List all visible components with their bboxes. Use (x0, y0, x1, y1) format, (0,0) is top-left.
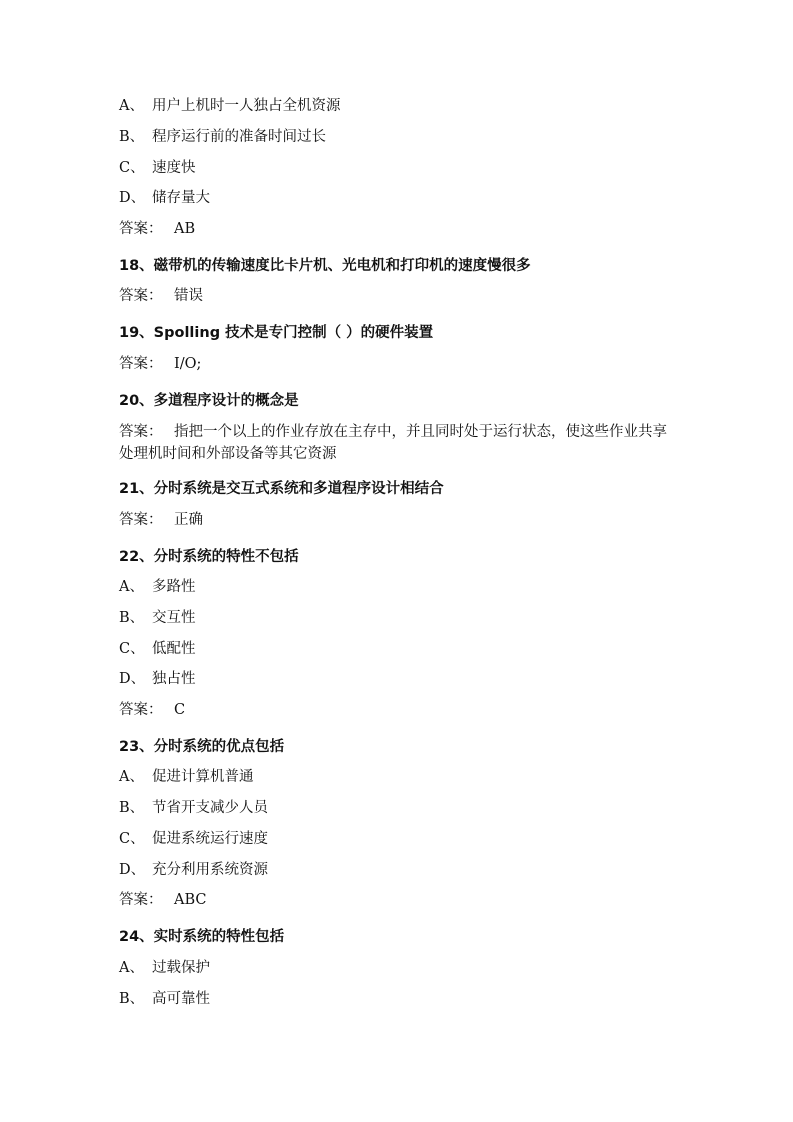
answer-paragraph (119, 421, 679, 465)
answer-text: 错误 (174, 288, 203, 304)
option-label: C、 (119, 641, 145, 657)
answer-text: C (174, 702, 186, 718)
option-text: 促进计算机普通 (152, 769, 254, 785)
question-24-title: 24、实时系统的特性包括 (119, 929, 285, 945)
option-text: 充分利用系统资源 (152, 862, 268, 878)
question-21-title: 21、分时系统是交互式系统和多道程序设计相结合 (119, 481, 444, 497)
question-22-title: 22、分时系统的特性不包括 (119, 549, 299, 565)
option-text: 独占性 (152, 671, 196, 687)
answer-label: 答案： (119, 892, 163, 908)
option-text: 低配性 (152, 641, 196, 657)
question-18-title: 18、磁带机的传输速度比卡片机、光电机和打印机的速度慢很多 (119, 258, 531, 274)
option-label: A、 (119, 960, 144, 976)
option-label: D、 (119, 862, 146, 878)
option-b (119, 127, 326, 147)
option-label: C、 (119, 831, 145, 847)
option-a (119, 767, 254, 787)
option-b (119, 989, 210, 1009)
option-label: A、 (119, 579, 144, 595)
answer-label: 答案： (119, 288, 163, 304)
answer-line (119, 700, 185, 720)
option-label: B、 (119, 800, 145, 816)
option-text: 过载保护 (152, 960, 210, 976)
answer-label: 答案： (119, 424, 163, 440)
option-a (119, 958, 210, 978)
option-b (119, 608, 196, 628)
option-c (119, 639, 196, 659)
option-d (119, 669, 196, 689)
option-text: 促进系统运行速度 (152, 831, 268, 847)
answer-line (119, 286, 203, 306)
option-label: D、 (119, 671, 146, 687)
option-text: 速度快 (152, 160, 196, 176)
option-a (119, 577, 196, 597)
question-20-title: 20、多道程序设计的概念是 (119, 393, 299, 409)
answer-label: 答案： (119, 356, 163, 372)
option-c (119, 829, 268, 849)
option-label: C、 (119, 160, 145, 176)
option-text: 多路性 (152, 579, 196, 595)
option-label: A、 (119, 769, 144, 785)
option-label: D、 (119, 190, 146, 206)
answer-text: AB (174, 221, 196, 237)
option-text: 储存量大 (152, 190, 210, 206)
answer-line (119, 354, 201, 374)
answer-label: 答案： (119, 702, 163, 718)
question-23-title: 23、分时系统的优点包括 (119, 739, 285, 755)
option-text: 交互性 (152, 610, 196, 626)
option-d (119, 188, 210, 208)
option-label: B、 (119, 129, 145, 145)
option-label: B、 (119, 610, 145, 626)
option-d (119, 860, 268, 880)
answer-line (119, 510, 203, 530)
answer-text: 正确 (174, 512, 203, 528)
answer-label: 答案： (119, 221, 163, 237)
option-text: 程序运行前的准备时间过长 (152, 129, 326, 145)
option-b (119, 798, 268, 818)
answer-label: 答案： (119, 512, 163, 528)
option-label: B、 (119, 991, 145, 1007)
option-text: 用户上机时一人独占全机资源 (152, 98, 341, 114)
option-a (119, 96, 341, 116)
answer-line (119, 890, 207, 910)
option-text: 节省开支减少人员 (152, 800, 268, 816)
answer-text: I/O; (174, 356, 202, 372)
option-text: 高可靠性 (152, 991, 210, 1007)
answer-text: ABC (174, 892, 207, 908)
option-c (119, 158, 196, 178)
answer-line (119, 219, 195, 239)
answer-text: 指把一个以上的作业存放在主存中，并且同时处于运行状态，使这些作业共享处理机时间和外部设备等其它资源 (119, 424, 667, 462)
question-19-title: 19、Spolling 技术是专门控制（ ）的硬件装置 (119, 325, 434, 341)
option-label: A、 (119, 98, 144, 114)
